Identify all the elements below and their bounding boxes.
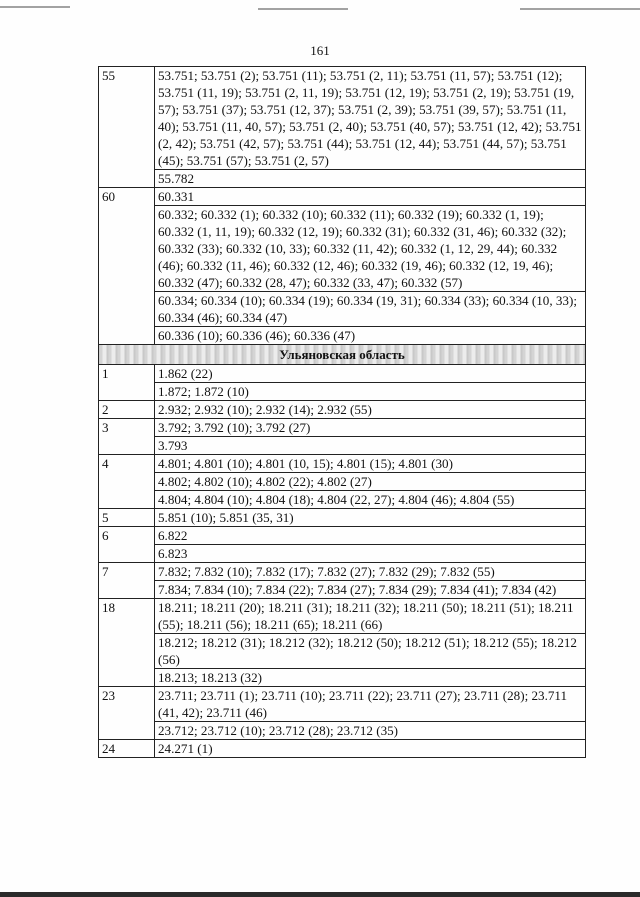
scan-edge — [0, 892, 640, 897]
group-number: 1 — [99, 365, 155, 401]
code-list: 23.711; 23.711 (1); 23.711 (10); 23.711 (22); 23.711 (27); 23.711 (28); 23.711 (41, 42); 23.711 (46) — [155, 687, 586, 722]
scan-artifact — [520, 8, 640, 10]
table-row — [99, 527, 586, 545]
table-row — [99, 419, 586, 437]
code-list: 60.334; 60.334 (10); 60.334 (19); 60.334 (19, 31); 60.334 (33); 60.334 (10, 33); 60.334 (46); 60.334 (47) — [155, 292, 586, 327]
table-row — [99, 509, 586, 527]
table-row — [99, 581, 586, 599]
table-row — [99, 383, 586, 401]
table-row — [99, 437, 586, 455]
scan-artifact — [258, 8, 348, 10]
code-list: 18.213; 18.213 (32) — [155, 669, 586, 687]
table-row — [99, 365, 586, 383]
code-list: 18.211; 18.211 (20); 18.211 (31); 18.211 (32); 18.211 (50); 18.211 (51); 18.211 (55); 18.211 (56); 18.211 (65); 18.211 (66) — [155, 599, 586, 634]
group-number: 23 — [99, 687, 155, 740]
code-list: 6.823 — [155, 545, 586, 563]
group-number: 6 — [99, 527, 155, 563]
code-list: 4.804; 4.804 (10); 4.804 (18); 4.804 (22, 27); 4.804 (46); 4.804 (55) — [155, 491, 586, 509]
code-list: 7.834; 7.834 (10); 7.834 (22); 7.834 (27); 7.834 (29); 7.834 (41); 7.834 (42) — [155, 581, 586, 599]
group-number: 2 — [99, 401, 155, 419]
table-row — [99, 206, 586, 292]
code-list: 24.271 (1) — [155, 740, 586, 758]
table-row — [99, 545, 586, 563]
code-list: 1.872; 1.872 (10) — [155, 383, 586, 401]
group-number: 4 — [99, 455, 155, 509]
group-number: 18 — [99, 599, 155, 687]
code-list: 1.862 (22) — [155, 365, 586, 383]
code-list: 55.782 — [155, 170, 586, 188]
table-row — [99, 473, 586, 491]
code-list: 4.801; 4.801 (10); 4.801 (10, 15); 4.801 (15); 4.801 (30) — [155, 455, 586, 473]
region-header-row — [99, 345, 586, 365]
table-row — [99, 491, 586, 509]
table-row — [99, 722, 586, 740]
code-list: 60.331 — [155, 188, 586, 206]
scan-artifact — [0, 6, 70, 8]
code-list: 7.832; 7.832 (10); 7.832 (17); 7.832 (27); 7.832 (29); 7.832 (55) — [155, 563, 586, 581]
table-row — [99, 740, 586, 758]
code-list: 18.212; 18.212 (31); 18.212 (32); 18.212 (50); 18.212 (51); 18.212 (55); 18.212 (56) — [155, 634, 586, 669]
region-header — [99, 345, 586, 365]
code-list: 60.332; 60.332 (1); 60.332 (10); 60.332 (11); 60.332 (19); 60.332 (1, 19); 60.332 (1, 11, 19); 60.332 (12, 19); 60.332 (31); 60.332 (31, 46); 60.332 (32); 60.332 (33); 60.332 (10, 33); 60.332 (11, 42); 60.332 (1, 12, 29, 44); 60.332 (46); 60.332 (11, 46); 60.332 (12, 46); 60.332 (19, 46); 60.332 (12, 19, 46); 60.332 (47); 60.332 (28, 47); 60.332 (33, 47); 60.332 (57) — [155, 206, 586, 292]
table-row — [99, 455, 586, 473]
table-row — [99, 563, 586, 581]
group-number: 60 — [99, 188, 155, 345]
table-row — [99, 188, 586, 206]
code-list: 3.792; 3.792 (10); 3.792 (27) — [155, 419, 586, 437]
codes-table — [98, 66, 586, 758]
code-list: 5.851 (10); 5.851 (35, 31) — [155, 509, 586, 527]
table-row — [99, 327, 586, 345]
table-row — [99, 634, 586, 669]
page-number: 161 — [310, 43, 330, 58]
code-list: 60.336 (10); 60.336 (46); 60.336 (47) — [155, 327, 586, 345]
table-row — [99, 170, 586, 188]
group-number: 24 — [99, 740, 155, 758]
code-list: 2.932; 2.932 (10); 2.932 (14); 2.932 (55) — [155, 401, 586, 419]
code-list: 23.712; 23.712 (10); 23.712 (28); 23.712 (35) — [155, 722, 586, 740]
table-row — [99, 687, 586, 722]
group-number: 55 — [99, 67, 155, 188]
code-list: 3.793 — [155, 437, 586, 455]
table-row — [99, 599, 586, 634]
code-list: 6.822 — [155, 527, 586, 545]
group-number: 7 — [99, 563, 155, 599]
code-list: 4.802; 4.802 (10); 4.802 (22); 4.802 (27) — [155, 473, 586, 491]
table-row — [99, 292, 586, 327]
code-list: 53.751; 53.751 (2); 53.751 (11); 53.751 (2, 11); 53.751 (11, 57); 53.751 (12); 53.751 (11, 19); 53.751 (2, 11, 19); 53.751 (12, 19); 53.751 (2, 19); 53.751 (19, 57); 53.751 (37); 53.751 (12, 37); 53.751 (2, 39); 53.751 (39, 57); 53.751 (11, 40); 53.751 (11, 40, 57); 53.751 (2, 40); 53.751 (40, 57); 53.751 (12, 42); 53.751 (2, 42); 53.751 (42, 57); 53.751 (44); 53.751 (12, 44); 53.751 (44, 57); 53.751 (45); 53.751 (57); 53.751 (2, 57) — [155, 67, 586, 170]
table-row — [99, 401, 586, 419]
table-row — [99, 67, 586, 170]
group-number: 3 — [99, 419, 155, 455]
table-row — [99, 669, 586, 687]
region-title: Ульяновская область — [279, 347, 405, 362]
group-number: 5 — [99, 509, 155, 527]
